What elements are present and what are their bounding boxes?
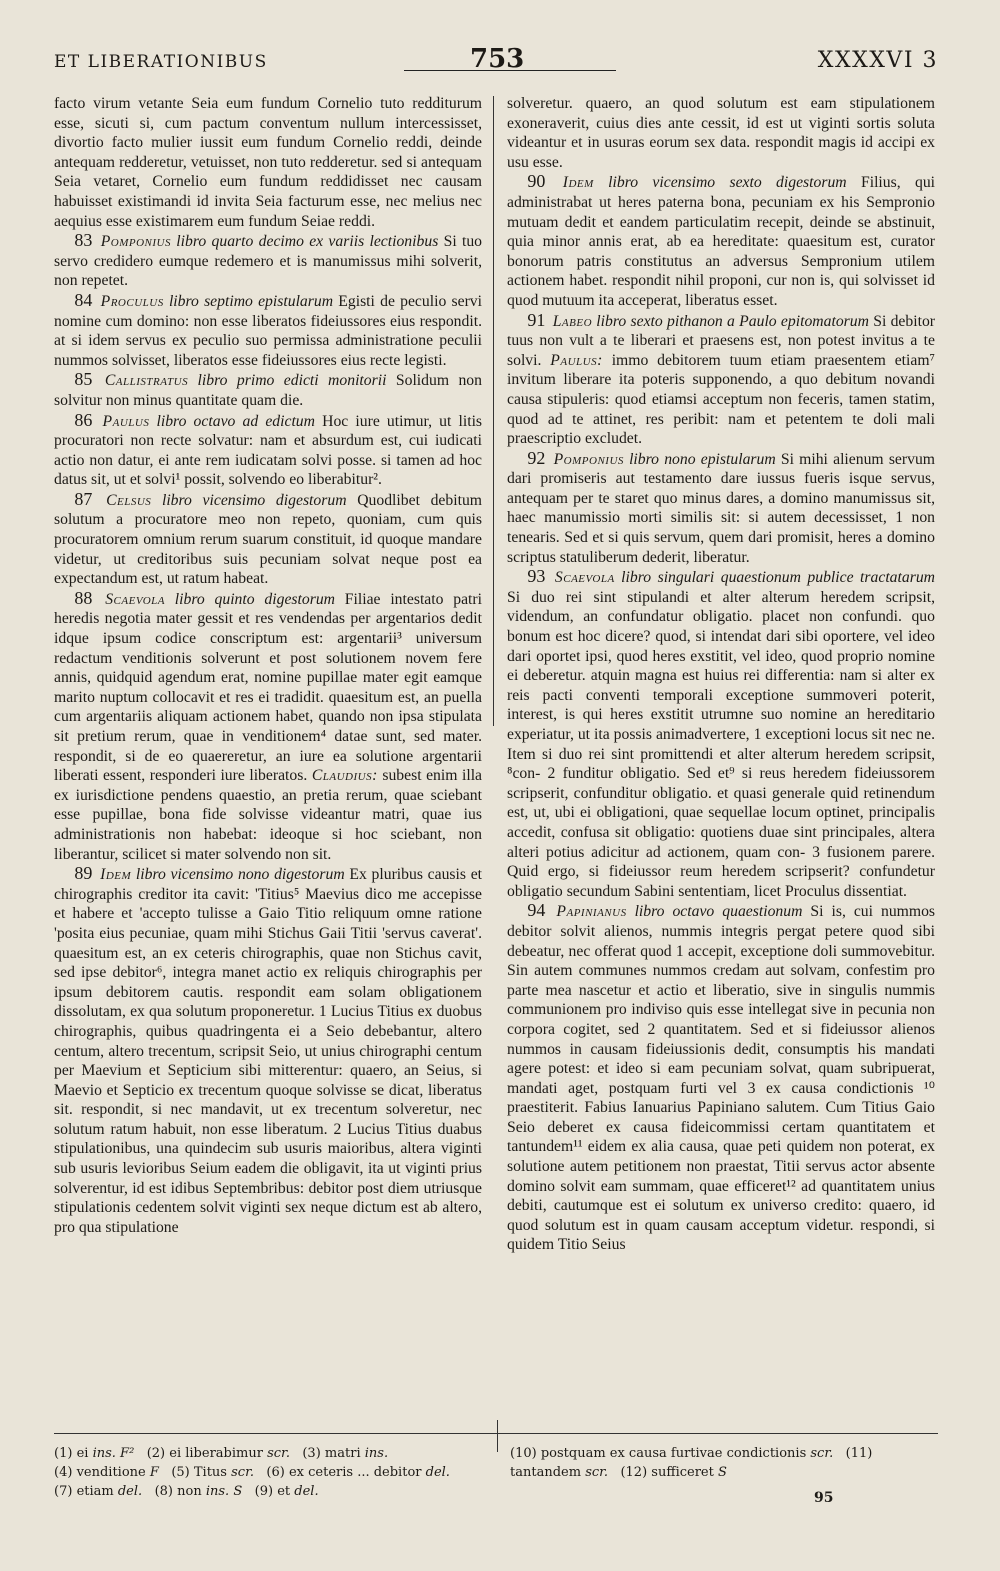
footnote-12: (12) sufficeret S (620, 1465, 727, 1480)
section-90 (507, 172, 935, 310)
section-text: fusionem parere. Quid ergo, si fideiussor reum heredem scripserit? confundetur obligatio secundum Sabini sententiam, licet Proculus dissentiat. (507, 843, 936, 900)
footnote-8: (8) non ins. S (154, 1484, 243, 1499)
section-text: subest enim illa ex iurisdictione pendens quaestio, an pretia rerum, quae sciebant esse pupillae, bona fide solvisse videantur matri, quae ius administrationis non habebat: ideoque si hoc sciebant, non liberantur, scilicet si mater solvendo non sit. (54, 767, 483, 863)
running-header (54, 40, 938, 80)
author: Papinianus (556, 903, 627, 921)
left-column (54, 94, 482, 1237)
commentator: Claudius: (311, 767, 378, 785)
footnotes-left (54, 1444, 484, 1501)
paragraph-marker: 1 (753, 726, 762, 743)
source-book: libro vicensimo digestorum (161, 491, 347, 509)
section-number: 92 (527, 447, 546, 468)
paragraph-marker: 3 (812, 843, 820, 861)
footnote-1: (1) ei ins. F² (54, 1446, 135, 1461)
section-number: 89 (74, 863, 93, 884)
running-title-right: XXXXVI 3 (817, 48, 938, 73)
author: Idem (100, 866, 132, 884)
paragraph-marker: 1 (895, 509, 904, 527)
footnote-rule (54, 1433, 938, 1434)
author: Scaevola (105, 590, 165, 608)
section-text: Si duo rei sint stipulandi et alter alterum heredem scripsit, videndum, an confundatur obligatio. placet non confundi. quo bonum est hoc dicere? quod, si intendat dari sibi oportere, vel ideo dari oportet ipsi, quod heres exstitit, vel ideo, quod proprio nomine ei deberetur. atquin magna est huius rei differentia: nam si alter ex reis pacti conventi temporali exceptione summoveri poterit, interest, is qui heres exstitit utrumne suo nomine an hereditario experiatur, ut ita possis animadvertere, (507, 588, 935, 743)
author: Celsus (106, 491, 152, 509)
footnote-10: (10) postquam ex causa furtivae condictionis scr. (510, 1446, 834, 1461)
section-text: accepit, exceptione doli summovebitur. Sin autem communes nummos credam aut solvam, confestim pro parte mea nascetur et actio et liberatio, sive in singulis nummis communionem pro indiviso quis esse intellegat sive in pecunia non corpora cogitet, sed (507, 942, 936, 1038)
paragraph-marker: 3 (747, 1079, 756, 1097)
source-book: libro quarto decimo ex variis lectionibus (176, 233, 439, 251)
author: Pomponius (100, 233, 171, 251)
section-93 (507, 567, 935, 901)
author: Proculus (100, 292, 164, 310)
section-number: 90 (527, 171, 546, 192)
section-92 (507, 449, 935, 568)
author: Callistratus (104, 372, 189, 390)
column-divider (493, 96, 494, 726)
section-text: Lucius Titius ex duobus chirographis, quibus quadringenta ei a Seio debebantur, altero centum, altero trecentum, scripsit Seio, ut unius chirographi centum per Maevium et Septicium sibi mitterentur: quaero, an Seius, si Maevio et Septicio ex trecentum quoque solvisse se dicat, liberatus sit. respondit, si nec mandavit, ut ex trecentum solveretur, nec solutum ratum habuit, non esse liberatum. (54, 1003, 482, 1138)
section-87 (54, 490, 482, 589)
commentator: Paulus: (550, 351, 603, 369)
source-book: libro quinto digestorum (174, 590, 335, 608)
section-text: funditur obligatio. Sed et⁹ si reus heredem fideiussorem scripserit, confunditur obligatio. et quasi generale quid retinendum est, ut, ubi ei obligationi, quae sequellae locum optinet, principalis accedit, confusa sit obligatio: quotiens duae sint principales, altera alteri potius adicitur ad actionem, quam con- (507, 765, 936, 861)
section-text: quantitatem. Sed et si fideiussor alienos nummos in causam fideiussionis dedit, consumptis his mandati agere potest: et ideo si eam pecuniam solvat, quam subripuerat, mandati aget, postquam furti vel (507, 1020, 936, 1097)
footnote-6: (6) ex ceteris ... debitor del. (266, 1465, 450, 1480)
footnote-3: (3) matri ins. (302, 1446, 389, 1461)
section-number: 85 (74, 369, 93, 390)
section-text: exceptioni locus sit nec ne. Item si duo rei sint promittendi et alter alterum heredem scripsit, ⁸con- (507, 726, 936, 783)
section-text: Filius, qui administrabat ut heres paterna bona, pecuniam ex his Sempronio mutuam dedit et eandem particulatim recepit, deinde se abstinuit, quia minor annis erat, ab ea hereditate: quaesitum est, curator bonorum patris constitutus an adversus Sempronium utilem actionem habet. respondit nihil proponi, cur non is, qui solvisset id quod mutuum ita acceperat, liberatus esset. (507, 174, 936, 309)
section-text: Si tuo servo credidero eumque redemero et is manumissus mihi solverit, non repetet. (54, 233, 483, 290)
section-text: Quodlibet debitum solutum a procuratore meo non repeto, quoniam, cum quis procuratorem omnium rerum suarum constituit, id quoque mandare videtur, ut creditoribus suis pecuniam solvat neque post ea expectandum est, ut ratum habeat. (54, 491, 482, 588)
author: Scaevola (554, 569, 615, 587)
section-text: ex causa condictionis ¹⁰ praestiterit. Fabius Ianuarius Papiniano salutem. Cum Titius Gaio Seio deberet ex causa fideicommissi certam quantitatem et tantundem¹¹ eidem ex alia causa, quae peti quidem non poterat, ex solutione autem petitionem non praestat, Titii servus actor absente domino solvit eam summam, quae efficeret¹² ad quantitatem unius debiti, cautumque est ei solutum ex universo credito: quaero, id quod solutum est in quam causam acceptum videtur. respondi, si quidem Titio Seius (507, 1079, 935, 1254)
source-book: libro sexto pithanon a Paulo epitomatorum (596, 312, 869, 330)
paragraph-marker: 1 (675, 942, 684, 960)
section-text: Hoc iure utimur, ut litis procuratori non recte solvatur: nam et absurdum est, cui iudicati actio non datur, ei ante rem iudicatam solvi posse. si tamen ad hoc datus sit, ut et solvi¹ possit, solvendo eo liberabitur². (54, 412, 483, 489)
paragraph-marker: 2 (333, 1120, 342, 1138)
paragraph-marker: 1 (318, 1003, 327, 1021)
paragraph-continuation: facto virum vetante Seia eum fundum Cornelio tuto redditurum esse, sicuti si, cum pactum conventum nullum intercessisset, divortio facto mulier iussit eum fundum Cornelio reddi, deinde antequam redderetur, vetuisset, non tuto redderetur. sed si antequam Seia vetaret, Cornelio eum fundum reddidisset nec causam habuisset existimandi id invita Seia facturum esse, nec melius nec aequius esse existimarem eum fundum Seiae reddi. (54, 95, 482, 230)
source-book: libro primo edicti monitorii (197, 372, 387, 390)
footnote-9: (9) et del. (254, 1484, 319, 1499)
footnote-7: (7) etiam del. (54, 1484, 143, 1499)
footnote-column-divider (497, 1420, 498, 1452)
source-book: libro singulari quaestionum publice tractatarum (621, 569, 935, 587)
section-number: 93 (527, 566, 546, 587)
section-text: Si is, cui nummos debitor solvit alienos, nummis integris pergat petere quod sibi debeatur, nec offerat quod (507, 903, 936, 960)
paragraph-continuation: solveretur. quaero, an quod solutum est eam stipulationem exoneraverit, cuius dies ante cessit, id est ut viginti sortis soluta videantur et in usuras eorum sex data. respondit magis id accipi ex usu esse. (507, 95, 935, 171)
section-94 (507, 901, 935, 1255)
right-column (507, 94, 935, 1255)
section-88 (54, 589, 482, 864)
paragraph-marker: 2 (547, 765, 556, 783)
author: Idem (562, 174, 594, 192)
footnote-4: (4) venditione F (54, 1465, 159, 1480)
section-number: 91 (527, 309, 546, 330)
source-book: libro octavo quaestionum (634, 903, 803, 921)
section-text: Ex pluribus causis et chirographis creditor ita cavit: 'Titius⁵ Maevius dico me accepisse et habere et 'accepto tulisse a Gaio Titio reliquum omne ratione 'posita eius pecuniae, quam mihi Stichus Gaii Titii 'servus caverat'. quaesitum est, an ex ceteris chirographis, quae non Stichus cavit, sed ipse debitor⁶, integra manet actio ex reliquis chirographis per ipsum debitorem cautis. respondit eam solam obligationem dissolutam, ex qua solutum proponeretur. (54, 866, 483, 1021)
header-rule (404, 70, 616, 71)
section-text: Si mihi alienum servum dari promiseris aut testamento dare iussus fueris isque servus, antequam per te staret quo minus dares, a domino manumissus sit, haec manumissio morti similis sit: si autem decessisset, (507, 450, 936, 527)
section-83 (54, 231, 482, 291)
section-text: non tenearis. Sed et si quis servum, quem dari promisit, heres a domino scriptus statuliberum dederit, liberatur. (507, 509, 935, 566)
section-91 (507, 311, 935, 449)
section-number: 83 (74, 230, 93, 251)
section-text: Solidum non solvitur non minus quantitate quam die. (54, 372, 482, 409)
source-book: libro vicensimo nono digestorum (135, 866, 345, 884)
section-number: 84 (74, 289, 93, 310)
section-84 (54, 291, 482, 370)
running-title-left: ET LIBERATIONIBUS (54, 52, 268, 72)
section-86 (54, 411, 482, 490)
source-book: libro nono epistularum (629, 450, 776, 468)
section-text: Filiae intestato patri heredis negotia mater gessit et res vendendas per argentarios dedit idque ipsum codice conscriptum est: argentarii³ universum redactum venditionis solverunt et post solutionem novem fere annis, quidquid agendum erat, nomine pupillae mater egit eamque marito nuptum collocavit et res ei tradidit. quaesitum est, an puella cum argentariis aliquam actionem habet, quando non ipsa stipulata sit pretium rerum, quae in venditionem⁴ datae sunt, sed mater. respondit, si de eo quaereretur, an iure ea solutione argentarii liberati essent, responderi iure liberatos. (54, 590, 483, 785)
printer-signature: 95 (814, 1490, 834, 1506)
author: Paulus (102, 412, 150, 430)
section-text: immo debitorem tuum etiam praesentem etiam⁷ invitum liberare ita poteris supponendo, a quo debitum novandi causa stipuleris: quod etiamsi acceptum non feceris, tamen statim, quod ad te attinet, res peribit: nam et petentem te doli mali praescriptio excludet. (507, 351, 936, 448)
section-number: 94 (527, 900, 546, 921)
paragraph-marker: 2 (647, 1020, 656, 1038)
page-number: 753 (470, 44, 525, 74)
section-number: 87 (74, 488, 93, 509)
section-text: Lucius Titius duabus stipulationibus, una quindecim sub usuris maioribus, altera viginti sub usuris levioribus Seium eadem die obligavit, ita ut viginti prius solverentur, id est idibus Septembribus: debitor post diem utriusque stipulationis cedentem solvit viginti sex neque dictum est ab altero, pro qua stipulatione (54, 1120, 483, 1236)
section-text: Egisti de peculio servi nomine cum domino: non esse liberatos fideiussores eius respondit. at si idem servus ex peculio suo permissa administratione peculii nummos solvisset, liberatos esse fideiussores eius recte legisti. (54, 292, 483, 369)
source-book: libro octavo ad edictum (156, 412, 315, 430)
section-85 (54, 370, 482, 410)
footnote-11: (11) tantandem scr. (510, 1446, 873, 1480)
section-89 (54, 864, 482, 1237)
section-number: 88 (74, 587, 93, 608)
footnote-5: (5) Titus scr. (171, 1465, 254, 1480)
author: Labeo (552, 312, 593, 330)
source-book: libro septimo epistularum (168, 292, 334, 310)
section-text: Si debitor tuus non vult a te liberari et praesens est, non potest invitus a te solvi. (507, 312, 936, 369)
footnote-2: (2) ei liberabimur scr. (146, 1446, 290, 1461)
footnotes-right (510, 1444, 936, 1482)
author: Pomponius (553, 450, 624, 468)
source-book: libro vicensimo sexto digestorum (608, 174, 847, 192)
section-number: 86 (74, 409, 93, 430)
